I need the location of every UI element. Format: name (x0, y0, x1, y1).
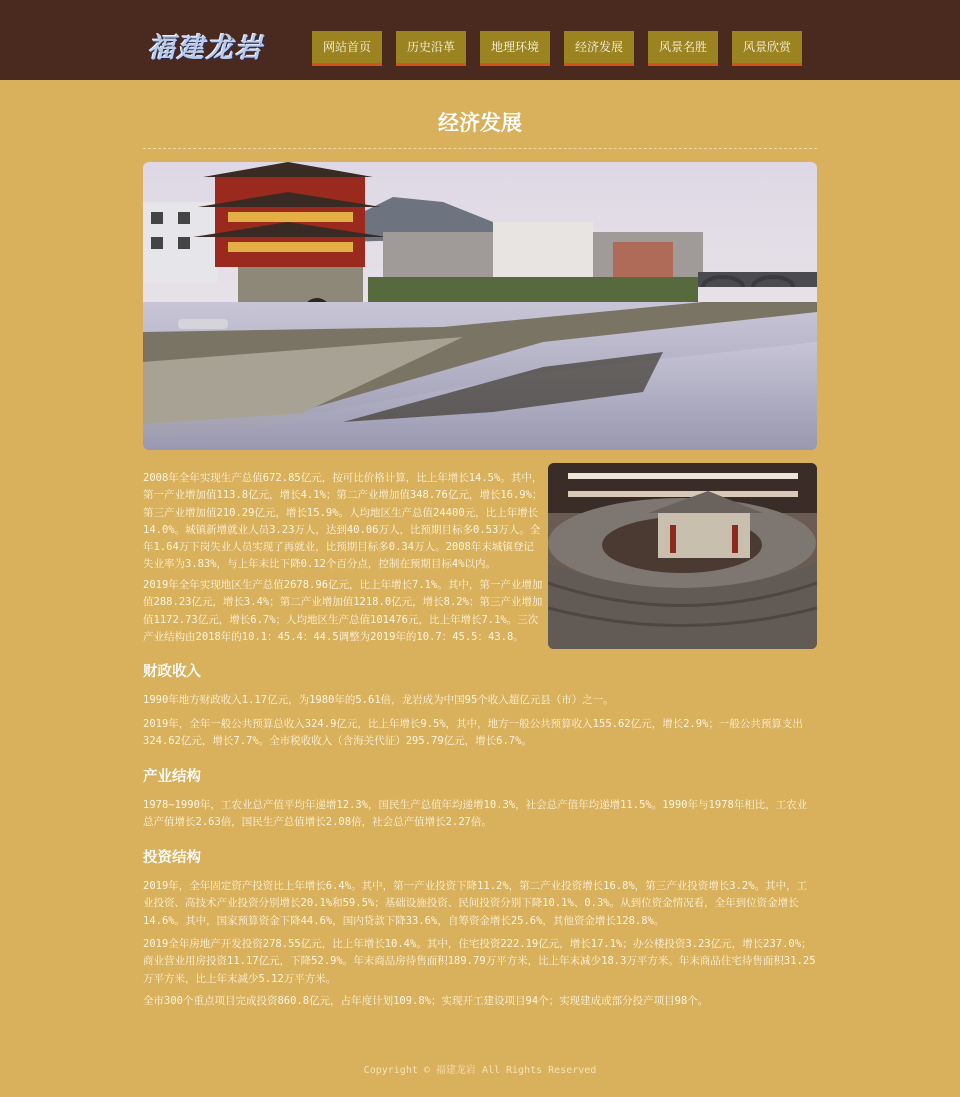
page-title: 经济发展 (438, 111, 522, 135)
nav-item-home[interactable]: 网站首页 (312, 31, 382, 66)
paragraph-investment-real-estate: 2019全年房地产开发投资278.55亿元，比上年增长10.4%。其中，住宅投资222.19亿元，增长17.1%；办公楼投资3.23亿元，增长237.0%；商业营业用房投资11.17亿元，下降52.9%。年末商品房待售面积189.79万平方米，比上年末减少18.3万平方米。年末商品住宅待售面积31.25万平方米，比上年末减少5.12万平方米。 (143, 938, 816, 985)
site-logo[interactable]: 福建龙岩 (148, 33, 264, 64)
paragraph-2019-gdp: 2019年全年实现地区生产总值2678.96亿元，比上年增长7.1%。其中，第一产业增加值288.23亿元，增长3.4%；第二产业增加值1218.0亿元，增长8.2%；第三产业增加值1172.73亿元，增长6.7%；人均地区生产总值101476元，比上年增长7.1%。三次产业结构由2018年的10.1：45.4：44.5调整为2019年的10.7：45.5：43.8。 (143, 579, 543, 643)
section-heading-investment: 投资结构 (143, 849, 201, 866)
banner-photo (143, 162, 817, 450)
footer-copyright: Copyright © 福建龙岩 All Rights Reserved (363, 1065, 597, 1076)
nav-item-scenery-gallery[interactable]: 风景欣赏 (732, 31, 802, 66)
paragraph-2008-gdp: 2008年全年实现生产总值672.85亿元，按可比价格计算，比上年增长14.5%。其中，第一产业增加值113.8亿元，增长4.1%；第二产业增加值348.76亿元，增长16.9%；第三产业增加值210.29亿元，增长15.9%。人均地区生产总值24400元，比上年增长14.0%。城镇新增就业人员3.23万人，达到40.06万人，比预期目标多0.53万人。全年1.64万下岗失业人员实现了再就业，比预期目标多0.34万人。2008年末城镇登记失业率为3.83%，与上年末比下降0.12个百分点，控制在预期目标4%以内。 (143, 472, 543, 571)
nav-item-economy[interactable]: 经济发展 (564, 31, 634, 66)
paragraph-finance-1990: 1990年地方财政收入1.17亿元，为1980年的5.61倍，龙岩成为中国95个收入超亿元县（市）之一。 (143, 694, 614, 706)
tulou-photo (548, 463, 817, 649)
paragraph-industry: 1978~1990年，工农业总产值平均年递增12.3%，国民生产总值年均递增10.3%，社会总产值年均递增11.5%。1990年与1978年相比，工农业总产值增长2.63倍，国民生产总值增长2.08倍，社会总产值增长2.27倍。 (143, 799, 808, 829)
nav-item-scenic-spots[interactable]: 风景名胜 (648, 31, 718, 66)
paragraph-investment-fixed-assets: 2019年，全年固定资产投资比上年增长6.4%。其中，第一产业投资下降11.2%，第二产业投资增长16.8%，第三产业投资增长3.2%。其中，工业投资、高技术产业投资分别增长20.1%和59.5%；基础设施投资、民间投资分别下降10.1%、0.3%。从到位资金情况看，全年到位资金增长14.6%。其中，国家预算资金下降44.6%，国内贷款下降33.6%，自筹资金增长25.6%，其他资金增长128.8%。 (143, 880, 808, 927)
paragraph-finance-2019: 2019年，全年一般公共预算总收入324.9亿元，比上年增长9.5%，其中，地方一般公共预算收入155.62亿元，增长2.9%；一般公共预算支出324.62亿元，增长7.7%。全市税收收入（含海关代征）295.79亿元，增长6.7%。 (143, 718, 803, 748)
main-nav (312, 31, 816, 66)
section-heading-finance: 财政收入 (143, 663, 201, 680)
nav-item-geography[interactable]: 地理环境 (480, 31, 550, 66)
title-divider (143, 148, 817, 149)
nav-item-history[interactable]: 历史沿革 (396, 31, 466, 66)
paragraph-investment-key-projects: 全市300个重点项目完成投资860.8亿元，占年度计划109.8%；实现开工建设项目94个；实现建成或部分投产项目98个。 (143, 995, 709, 1007)
section-heading-industry: 产业结构 (143, 768, 201, 785)
site-header (0, 0, 960, 80)
